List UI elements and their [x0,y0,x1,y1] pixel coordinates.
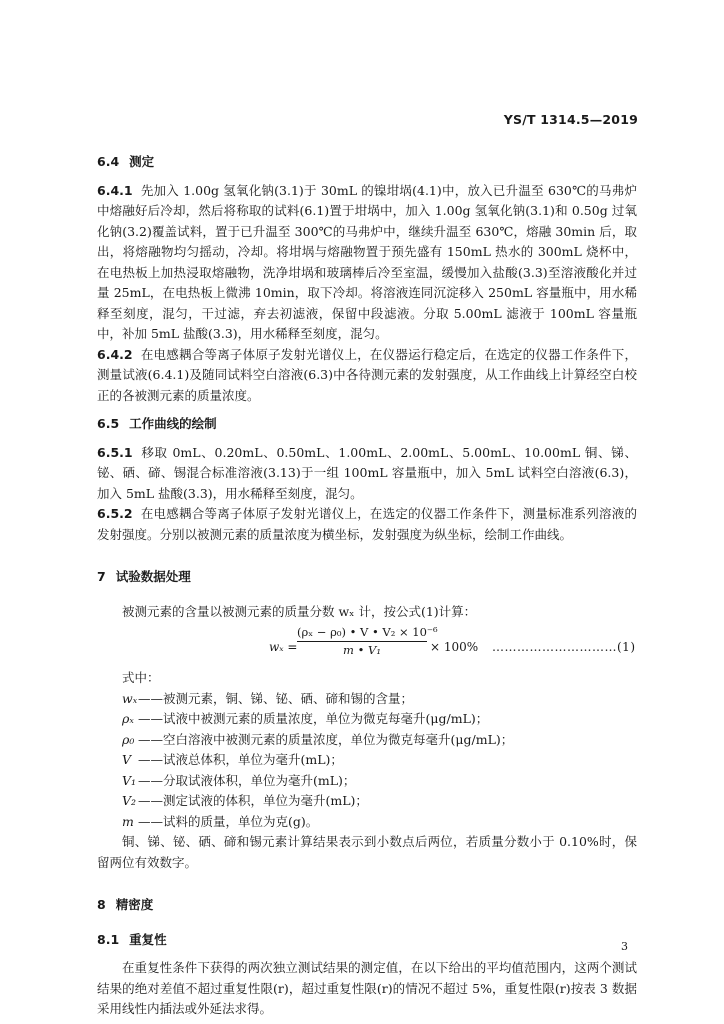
definition-text: ——试液总体积，单位为毫升(mL)； [138,752,343,767]
section-number: 6.4 [97,154,120,169]
definition-text: ——测定试液的体积，单位为毫升(mL)； [138,793,368,808]
paragraph-6-4-1 [97,181,637,345]
clause-number: 6.4.1 [97,182,133,198]
section-title: 工作曲线的绘制 [129,416,217,431]
document-body [97,152,637,1020]
section-heading-8 [97,895,637,916]
definition-text: ——试料的质量，单位为克(g)。 [138,813,319,829]
definition-text: ——被测元素，铜、锑、铋、硒、碲和锡的含量； [138,690,414,706]
definition-symbol: V₁ [122,772,137,788]
where-label: 式中： [122,670,160,685]
formula-numerator: (ρₓ − ρ₀) • V • V₂ × 10⁻⁶ [297,624,427,642]
section-heading-8-1 [97,930,637,951]
definition-item [97,689,637,710]
clause-text: 在电感耦合等离子体原子发射光谱仪上，在仪器运行稳定后，在选定的仪器工作条件下，测量试液(6.4.1)及随同试料空白溶液(6.3)中各待测元素的发射强度，从工作曲线上计算经空白校正的各被测元素的质量浓度。 [97,346,637,403]
paragraph-6-4-2 [97,345,637,407]
definition-item [97,771,637,792]
section-number: 6.5 [97,416,120,431]
clause-number: 6.5.2 [97,506,133,521]
formula-intro: 被测元素的含量以被测元素的质量分数 wₓ 计，按公式(1)计算： [122,603,477,619]
section-title: 精密度 [115,897,154,912]
definition-item [97,812,637,833]
formula-suffix: × 100% [430,640,479,654]
page-number: 3 [621,940,628,953]
standard-code-header: YS/T 1314.5—2019 [503,112,638,127]
definition-symbol: ρ₀ [122,731,135,747]
section-heading-7 [97,567,637,588]
definition-symbol: wₓ [122,690,138,706]
definition-item [97,791,637,812]
clause-text: 移取 0mL、0.20mL、0.50mL、1.00mL、2.00mL、5.00mL、10.00mL 铜、锑、铋、硒、碲、锡混合标准溶液(3.13)于一组 100mL 容量瓶中，加入 5mL 试料空白溶液(6.3)，加入 5mL 盐酸(3.3)，用水稀释至刻度，混匀。 [97,444,637,501]
definition-text: ——分取试液体积，单位为毫升(mL)； [138,772,356,788]
section-title: 重复性 [129,931,167,947]
section-number: 7 [97,569,106,584]
definition-item [97,709,637,730]
definition-text: ——空白溶液中被测元素的质量浓度，单位为微克每毫升(μg/mL)； [138,731,514,747]
formula-1 [97,624,637,664]
formula-denominator: m • V₁ [343,643,381,657]
clause-text: 在电感耦合等离子体原子发射光谱仪上，在选定的仪器工作条件下，测量标准系列溶液的发射强度。分别以被测元素的质量浓度为横坐标，发射强度为纵坐标，绘制工作曲线。 [97,506,637,542]
definition-symbol: ρₓ [122,711,134,726]
section-heading-6-4 [97,152,637,173]
definition-symbol: V [122,752,132,767]
result-rounding-paragraph: 铜、锑、铋、硒、碲和锡元素计算结果表示到小数点后两位，若质量分数小于 0.10%时，保留两位有效数字。 [97,834,637,870]
clause-number: 6.5.1 [97,444,133,460]
repeatability-paragraph: 在重复性条件下获得的两次独立测试结果的测定值，在以下给出的平均值范围内，这两个测试结果的绝对差值不超过重复性限(r)，超过重复性限(r)的情况不超过 5%，重复性限(r)按表 3 数据采用线性内插法或外延法求得。 [97,960,637,1016]
definition-item [97,730,637,751]
formula-lhs: wₓ = [269,640,298,654]
section-number: 8.1 [97,931,120,947]
clause-text: 先加入 1.00g 氢氧化钠(3.1)于 30mL 的镍坩埚(4.1)中，放入已升温至 630℃的马弗炉中熔融好后冷却，然后将称取的试料(6.1)置于坩埚中，加入 1.00g 氢氧化钠(3.1)和 0.50g 过氧化钠(3.2)覆盖试料，置于已升温至 300℃的马弗炉中，继续升温至 630℃，熔融 30min 后，取出，将熔融物均匀摇动，冷却。将坩埚与熔融物置于预先盛有 150mL 热水的 300mL 烧杯中，在电热板上加热浸取熔融物，洗净坩埚和玻璃棒后冷至室温，缓慢加入盐酸(3.3)至溶液酸化并过量 25mL，在电热板上微沸 10min，取下冷却。将溶液连同沉淀移入 250mL 容量瓶中，用水稀释至刻度，混匀，干过滤，弃去初滤液，保留中段滤液。分取 5.00mL 滤液于 100mL 容量瓶中，补加 5mL 盐酸(3.3)，用水稀释至刻度，混匀。 [97,182,637,341]
definition-symbol: V₂ [122,793,137,808]
section-number: 8 [97,897,106,912]
definition-item [97,750,637,771]
paragraph-6-5-2 [97,504,637,545]
section-title: 测定 [129,154,155,169]
definition-symbol: m [122,813,134,829]
clause-number: 6.4.2 [97,346,133,362]
section-heading-6-5 [97,414,637,435]
formula-fraction [297,624,438,659]
formula-label: …………………………(1) [492,640,636,654]
section-title: 试验数据处理 [115,569,191,584]
paragraph-6-5-1 [97,443,637,505]
definition-text: ——试液中被测元素的质量浓度，单位为微克每毫升(μg/mL)； [138,711,489,726]
